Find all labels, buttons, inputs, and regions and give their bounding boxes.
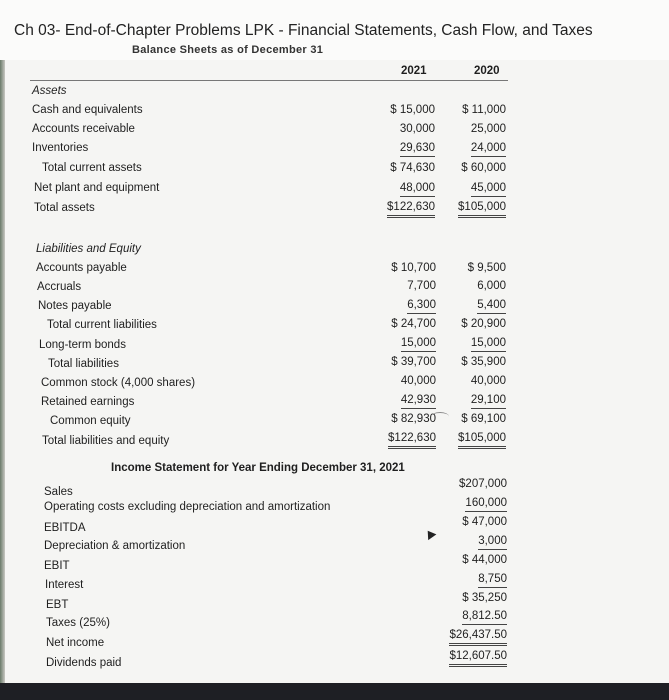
asset-value-2020: 25,000 bbox=[470, 123, 506, 135]
asset-label: Total current assets bbox=[42, 162, 142, 174]
asset-label: Net plant and equipment bbox=[34, 182, 160, 194]
income-value: 3,000 bbox=[478, 534, 507, 550]
scratch-mark bbox=[431, 412, 449, 421]
income-value: 8,750 bbox=[478, 572, 507, 588]
liability-label: Notes payable bbox=[38, 300, 112, 312]
income-label: Interest bbox=[45, 579, 84, 591]
liability-label: Accruals bbox=[37, 281, 82, 293]
income-label: Taxes (25%) bbox=[46, 617, 110, 629]
liability-value-2020: 15,000 bbox=[471, 336, 506, 352]
income-value: $12,607.50 bbox=[449, 649, 507, 667]
liability-value-2020: 29,100 bbox=[471, 393, 506, 409]
liability-label: Accounts payable bbox=[36, 262, 127, 274]
liability-value-2020: $ 9,500 bbox=[467, 262, 506, 274]
liability-value-2021: $ 10,700 bbox=[391, 262, 436, 274]
liability-value-2021: $ 82,930 bbox=[391, 413, 436, 425]
liability-value-2020: 6,000 bbox=[477, 280, 506, 292]
liability-value-2021: 7,700 bbox=[407, 280, 436, 292]
income-statement-title: Income Statement for Year Ending December 31, 2021 bbox=[111, 462, 405, 474]
liability-value-2020: $ 35,900 bbox=[461, 356, 506, 368]
liability-label: Retained earnings bbox=[41, 396, 135, 408]
liability-value-2021: 15,000 bbox=[401, 336, 436, 352]
liabilities-header: Liabilities and Equity bbox=[36, 243, 141, 255]
liability-value-2021: $ 39,700 bbox=[391, 356, 436, 368]
year-2020-header: 2020 bbox=[474, 65, 500, 77]
page-title: Ch 03- End-of-Chapter Problems LPK - Financial Statements, Cash Flow, and Taxes bbox=[14, 22, 593, 39]
asset-value-2021: 30,000 bbox=[399, 123, 435, 135]
liability-value-2021: 40,000 bbox=[400, 375, 436, 387]
liability-label: Long-term bonds bbox=[39, 339, 126, 351]
income-label: EBT bbox=[46, 599, 69, 611]
income-label: Operating costs excluding depreciation and amortization bbox=[44, 501, 331, 513]
income-value: $ 47,000 bbox=[462, 516, 507, 528]
header-rule bbox=[30, 80, 508, 81]
liability-label: Total liabilities and equity bbox=[42, 435, 170, 447]
income-value: $ 44,000 bbox=[462, 554, 507, 566]
asset-value-2021: 29,630 bbox=[400, 141, 435, 157]
income-label: EBIT bbox=[44, 560, 70, 572]
asset-value-2021: 48,000 bbox=[400, 181, 435, 197]
asset-value-2020: $105,000 bbox=[458, 200, 506, 218]
left-edge-shadow bbox=[0, 60, 5, 700]
income-label: Sales bbox=[44, 486, 73, 498]
income-label: Net income bbox=[46, 637, 105, 649]
liability-value-2021: 42,930 bbox=[401, 393, 436, 409]
asset-value-2020: 24,000 bbox=[471, 141, 506, 157]
balance-sheet-title: Balance Sheets as of December 31 bbox=[132, 44, 324, 56]
asset-value-2020: $ 11,000 bbox=[462, 104, 506, 116]
liability-value-2020: $105,000 bbox=[458, 431, 506, 449]
bottom-bar bbox=[0, 683, 669, 700]
asset-value-2020: 45,000 bbox=[471, 181, 506, 197]
asset-label: Accounts receivable bbox=[32, 123, 135, 135]
year-2021-header: 2021 bbox=[401, 65, 427, 77]
income-label: Dividends paid bbox=[46, 657, 122, 669]
income-value: $207,000 bbox=[459, 478, 507, 490]
liability-value-2021: $122,630 bbox=[388, 431, 436, 449]
liability-label: Total current liabilities bbox=[47, 319, 157, 331]
liability-value-2020: $ 20,900 bbox=[461, 318, 506, 330]
mouse-cursor-icon bbox=[424, 528, 437, 540]
liability-label: Common equity bbox=[50, 415, 131, 427]
liability-value-2020: $ 69,100 bbox=[461, 413, 506, 425]
asset-value-2021: $ 74,630 bbox=[390, 162, 435, 174]
liability-value-2020: 40,000 bbox=[470, 375, 506, 387]
liability-value-2020: 5,400 bbox=[477, 298, 506, 314]
income-value: $ 35,250 bbox=[462, 592, 507, 604]
asset-value-2020: $ 60,000 bbox=[461, 162, 506, 174]
asset-value-2021: $ 15,000 bbox=[390, 104, 435, 116]
asset-value-2021: $122,630 bbox=[387, 200, 435, 218]
asset-label: Inventories bbox=[32, 142, 89, 154]
asset-label: Total assets bbox=[34, 202, 95, 214]
income-value: 8,812.50 bbox=[462, 609, 507, 625]
income-value: 160,000 bbox=[465, 496, 507, 512]
liability-value-2021: 6,300 bbox=[407, 298, 436, 314]
liability-label: Common stock (4,000 shares) bbox=[41, 377, 196, 389]
income-value: $26,437.50 bbox=[449, 628, 507, 646]
page-header bbox=[0, 0, 669, 60]
liability-label: Total liabilities bbox=[48, 358, 119, 370]
assets-header: Assets bbox=[32, 85, 67, 97]
asset-label: Cash and equivalents bbox=[32, 104, 143, 116]
income-label: Depreciation & amortization bbox=[44, 540, 186, 552]
income-label: EBITDA bbox=[44, 522, 86, 534]
liability-value-2021: $ 24,700 bbox=[391, 318, 436, 330]
